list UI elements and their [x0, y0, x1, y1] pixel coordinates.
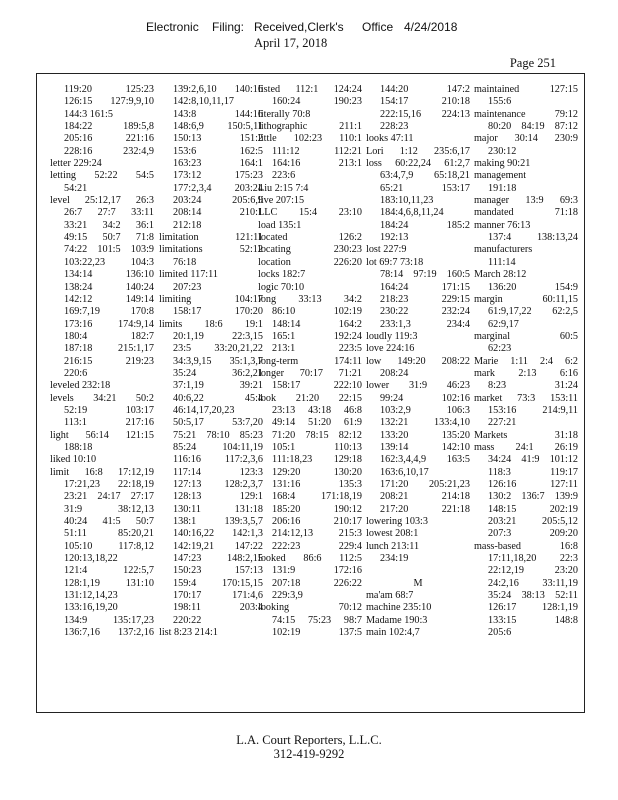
- index-line: list 8:23 214:1: [159, 627, 218, 639]
- index-line: 35:24 36:2,21: [173, 367, 263, 379]
- index-line: 74:15 75:23 98:7: [272, 614, 362, 626]
- footer-company: L.A. Court Reporters, L.L.C.: [236, 733, 382, 747]
- index-line: 198:11 203:4: [173, 602, 263, 614]
- index-line: 51:11 85:20,21: [64, 528, 154, 540]
- index-line: 105:10 117:8,12: [64, 540, 154, 552]
- index-line: 136:20 154:9: [488, 281, 578, 293]
- index-line: 52:19 103:17: [64, 404, 154, 416]
- index-line: limitations 52:12: [159, 244, 263, 256]
- index-line: 222:23 229:4: [272, 540, 362, 552]
- index-line: 184:24 185:2: [380, 219, 470, 231]
- index-line: 164:16 213:1: [272, 158, 362, 170]
- index-line: 173:16 174:9,14: [64, 318, 154, 330]
- index-column-4: [366, 84, 470, 639]
- index-line: 177:2,3,4 203:24: [173, 182, 263, 194]
- index-line: 61:9,17,22 62:2,5: [488, 306, 578, 318]
- index-line: 155:6: [488, 96, 512, 108]
- index-line: 170:17 171:4,6: [173, 590, 263, 602]
- index-line: 163:6,10,17: [380, 466, 429, 478]
- index-line: 62:9,17: [488, 318, 519, 330]
- index-line: 26:7 27:7 33:11: [64, 207, 154, 219]
- index-line: letting 52:22 54:5: [50, 170, 154, 182]
- index-line: 40:6,22 45:4: [173, 392, 263, 404]
- index-line: 78:14 97:19 160:5: [380, 269, 470, 281]
- index-line: liked 10:10: [50, 454, 97, 466]
- index-line: locating 230:23: [258, 244, 362, 256]
- index-line: 33:21 34:2 36:1: [64, 219, 154, 231]
- index-line: 37:1,19 39:21: [173, 380, 263, 392]
- index-line: located 126:2: [258, 232, 362, 244]
- index-line: 126:17 128:1,19: [488, 602, 578, 614]
- header-electronic: Electronic: [146, 20, 199, 34]
- index-line: 208:21 214:18: [380, 491, 470, 503]
- index-line: 144:20 147:2: [380, 84, 470, 95]
- index-line: 113:1 217:16: [64, 417, 154, 429]
- index-line: 121:4 122:5,7: [64, 565, 154, 577]
- index-line: 17:21,23 22:18,19: [64, 479, 154, 490]
- index-line: marginal 60:5: [474, 330, 578, 342]
- index-line: 206:16 210:17: [272, 516, 362, 528]
- index-line: 20:1,19 22:3,15: [173, 330, 263, 342]
- index-line: 119:20 125:23: [64, 84, 154, 95]
- index-line: 148:6,9 150:5,11: [173, 121, 263, 133]
- index-line: Markets 31:18: [474, 429, 578, 441]
- index-line: 85:24 104:11,19: [173, 441, 263, 453]
- index-line: locks 182:7: [258, 269, 306, 281]
- index-line: 184:4,6,8,11,24: [380, 207, 444, 219]
- index-line: 126:15 127:9,9,10: [64, 96, 154, 108]
- index-line: 102:19 137:5: [272, 627, 362, 639]
- section-letter: M: [413, 577, 423, 589]
- index-line: 216:15 219:23: [64, 355, 154, 367]
- index-line: 142:12 149:14: [64, 293, 154, 305]
- index-line: 31:9 38:12,13: [64, 503, 154, 515]
- index-line: 188:18: [64, 441, 93, 453]
- index-line: 134:9 135:17,23: [64, 614, 154, 626]
- index-line: 144:3 161:5: [64, 108, 113, 120]
- index-line: 171:20 205:21,23: [380, 479, 470, 490]
- index-line: 230:22 232:24: [380, 306, 470, 318]
- index-line: 71:20 78:15 82:12: [272, 429, 362, 441]
- index-line: 213:1 223:5: [272, 343, 362, 355]
- page-number: Page 251: [509, 56, 556, 70]
- index-line: 223:6: [272, 170, 296, 182]
- index-line: 234:19: [380, 553, 409, 565]
- index-line: 34:3,9,15 35:1,3,7: [173, 355, 263, 367]
- index-line: low 149:20 208:22: [366, 355, 470, 367]
- index-line: 228:23: [380, 121, 409, 133]
- index-line: 133:20 135:20: [380, 429, 470, 441]
- index-line: mandated 71:18: [474, 207, 578, 219]
- index-line: 227:21: [488, 417, 517, 429]
- index-line: listed 112:1 124:24: [258, 84, 362, 95]
- index-line: 86:10 102:19: [272, 306, 362, 318]
- index-line: 133:15 148:8: [488, 614, 578, 626]
- index-line: 133:16,19,20: [64, 602, 118, 614]
- index-line: 148:15 202:19: [488, 503, 578, 515]
- index-line: looking 70:12: [258, 602, 362, 614]
- index-line: 75:21 78:10 85:23: [173, 429, 263, 441]
- index-line: lost 227:9: [366, 244, 407, 256]
- index-line: 105:1 110:13: [272, 441, 362, 453]
- header-filed-date: 4/24/2018: [404, 20, 458, 34]
- index-line: 137:4 138:13,24: [488, 232, 578, 244]
- index-line: 184:22 189:5,8: [64, 121, 154, 133]
- index-line: 50:5,17 53:7,20: [173, 417, 263, 429]
- index-line: 23:13 43:18 46:8: [272, 404, 362, 416]
- index-line: 203:24 205:6,9: [173, 195, 263, 207]
- index-line: 103:22,23 104:3: [64, 256, 154, 268]
- index-line: looks 47:11: [366, 133, 414, 145]
- index-line: 148:14 164:2: [272, 318, 362, 330]
- index-line: 207:18 226:22: [272, 577, 362, 589]
- index-line: manner 76:13: [474, 219, 531, 231]
- index-line: 138:24 140:24: [64, 281, 154, 293]
- index-line: 163:23 164:1: [173, 158, 263, 170]
- index-line: 111:18,23 129:18: [272, 454, 362, 466]
- index-line: 99:24 102:16: [380, 392, 470, 404]
- index-line: 220:6: [64, 367, 88, 379]
- index-line: machine 235:10: [366, 602, 432, 614]
- index-line: 150:13 151:2: [173, 133, 263, 145]
- index-line: limits 18:6 19:1: [159, 318, 263, 330]
- index-line: lower 31:9 46:23: [366, 380, 470, 392]
- index-line: loss 60:22,24 61:2,7: [366, 158, 470, 170]
- index-line: lowering 103:3: [366, 516, 428, 528]
- index-line: 134:14 136:10: [64, 269, 154, 281]
- index-line: mass 24:1 26:19: [474, 441, 578, 453]
- index-line: 153:6 162:5: [173, 145, 263, 157]
- index-line: 131:16 135:3: [272, 479, 362, 490]
- index-line: 228:16 232:4,9: [64, 145, 154, 157]
- index-line: 142:8,10,11,17: [173, 96, 235, 108]
- index-line: 220:22: [173, 614, 202, 626]
- index-line: look 21:20 22:15: [258, 392, 362, 404]
- index-line: Liu 2:15 7:4: [258, 182, 309, 194]
- index-line: 132:21 133:4,10: [380, 417, 470, 429]
- index-line: 139:2,6,10 140:16: [173, 84, 263, 95]
- index-line: long 33:13 34:2: [258, 293, 362, 305]
- index-line: letter 229:24: [50, 158, 102, 170]
- index-line: 165:1 192:24: [272, 330, 362, 342]
- index-line: level 25:12,17 26:3: [50, 195, 154, 207]
- header-office: Office: [362, 20, 394, 34]
- index-line: 229:3,9: [272, 590, 303, 602]
- index-line: 158:17 170:20: [173, 306, 263, 318]
- index-line: limiting 104:17: [159, 293, 263, 305]
- index-line: limit 16:8 17:12,19: [50, 466, 154, 478]
- index-line: 111:14: [488, 256, 516, 268]
- index-line: leveled 232:18: [50, 380, 111, 392]
- index-line: 128:13 129:1: [173, 491, 263, 503]
- index-line: 214:12,13 215:3: [272, 528, 362, 540]
- footer-phone: 312-419-9292: [273, 747, 345, 761]
- index-line: lunch 213:11: [366, 540, 420, 552]
- index-line: Marie 1:11 2:4 6:2: [474, 355, 578, 367]
- index-line: 205:16 221:16: [64, 133, 154, 145]
- index-line: 160:24 190:23: [272, 96, 362, 108]
- index-line: 168:4 171:18,19: [272, 491, 362, 503]
- index-line: literally 70:8: [258, 108, 311, 120]
- index-line: 24:2,16 33:11,19: [488, 577, 578, 589]
- index-line: 203:21 205:5,12: [488, 516, 578, 528]
- index-line: 131:12,14,23: [64, 590, 118, 602]
- index-line: load 135:1: [258, 219, 302, 231]
- index-line: 8:23 31:24: [488, 380, 578, 392]
- index-line: 103:2,9 106:3: [380, 404, 470, 416]
- index-line: March 28:12: [474, 269, 527, 281]
- index-line: lot 69:7 73:18: [366, 256, 424, 268]
- index-line: mass-based 16:8: [474, 540, 578, 552]
- index-line: 62:23: [488, 343, 512, 355]
- index-line: market 73:3 153:11: [474, 392, 578, 404]
- index-line: 162:3,4,4,9 163:5: [380, 454, 470, 466]
- index-line: live 207:15: [258, 195, 305, 207]
- index-line: 22:12,19 23:20: [488, 565, 578, 577]
- index-line: 117:14 123:3: [173, 466, 263, 478]
- index-line: margin 60:11,15: [474, 293, 578, 305]
- index-line: 126:16 127:11: [488, 479, 578, 490]
- index-line: loudly 119:3: [366, 330, 418, 342]
- index-line: light 56:14 121:15: [50, 429, 154, 441]
- index-line: manager 13:9 69:3: [474, 195, 578, 207]
- index-line: looked 86:6 112:5: [258, 553, 362, 565]
- index-line: maintained 127:15: [474, 84, 578, 95]
- index-line: main 102:4,7: [366, 627, 420, 639]
- index-line: logic 70:10: [258, 281, 305, 293]
- index-line: 180:4 182:7: [64, 330, 154, 342]
- index-line: 183:10,11,23: [380, 195, 434, 207]
- index-line: 116:16 117:2,3,6: [173, 454, 263, 466]
- index-line: 54:21: [64, 182, 88, 194]
- index-line: 17:11,18,20 22:3: [488, 553, 578, 565]
- index-line: 49:14 51:20 61:9: [272, 417, 362, 429]
- index-line: 150:23 157:13: [173, 565, 263, 577]
- index-line: 169:7,19 170:8: [64, 306, 154, 318]
- index-line: longer 70:17 71:21: [258, 367, 362, 379]
- index-line: 140:16,22 142:1,3: [173, 528, 263, 540]
- index-line: 63:4,7,9 65:18,21: [380, 170, 470, 182]
- index-line: 65:21 153:17: [380, 182, 470, 194]
- index-line: 130:11 131:18: [173, 503, 263, 515]
- index-line: management: [474, 170, 527, 182]
- index-line: 192:13: [380, 232, 409, 244]
- index-line: 118:3 119:17: [488, 466, 578, 478]
- index-line: 139:14 142:10: [380, 441, 470, 453]
- index-line: LLC 15:4 23:10: [258, 207, 362, 219]
- index-line: 23:5 33:20,21,22: [173, 343, 263, 355]
- index-line: 173:12 175:23: [173, 170, 263, 182]
- index-line: 80:20 84:19 87:12: [488, 121, 578, 133]
- index-line: 217:20 221:18: [380, 503, 470, 515]
- index-line: [366, 565, 470, 577]
- index-line: 207:23: [173, 281, 202, 293]
- index-line: 120:13,18,22: [64, 553, 118, 565]
- index-line: lowest 208:1: [366, 528, 419, 540]
- index-line: 153:16 214:9,11: [488, 404, 578, 416]
- index-line: 129:20 130:20: [272, 466, 362, 478]
- index-line: limitation 121:11: [159, 232, 263, 244]
- index-line: 205:6: [488, 627, 512, 639]
- index-column-3: [258, 84, 362, 639]
- index-line: 222:15,16 224:13: [380, 108, 470, 120]
- index-line: maintenance 79:12: [474, 108, 578, 120]
- index-line: 185:20 190:12: [272, 503, 362, 515]
- header-filing: Filing:: [212, 20, 245, 34]
- index-line: Lori 1:12 235:6,17: [366, 145, 470, 157]
- index-column-2: [159, 84, 263, 639]
- index-line: 34:24 41:9 101:12: [488, 454, 578, 466]
- index-line: 74:22 101:5 103:9: [64, 244, 154, 256]
- index-line: 35:24 38:13 52:11: [488, 590, 578, 602]
- index-line: 187:18 215:1,17: [64, 343, 154, 355]
- index-line: little 102:23 110:1: [258, 133, 362, 145]
- index-line: ma'am 68:7: [366, 590, 414, 602]
- index-line: 128:1,19 131:10: [64, 577, 154, 589]
- index-line: 23:21 24:17 27:17: [64, 491, 154, 503]
- index-line: 212:18: [173, 219, 202, 231]
- index-line: lithographic 211:1: [258, 121, 362, 133]
- index-line: Madame 190:3: [366, 614, 428, 626]
- index-line: 40:24 41:5 50:7: [64, 516, 154, 528]
- hearing-date: April 17, 2018: [254, 36, 328, 50]
- index-line: love 224:16: [366, 343, 415, 355]
- index-line: 159:4 170:15,15: [173, 577, 263, 589]
- index-line: 127:13 128:2,3,7: [173, 479, 263, 490]
- index-line: manufacturers: [474, 244, 533, 256]
- index-line: location 226:20: [258, 256, 362, 268]
- index-line: 154:17 210:18: [380, 96, 470, 108]
- index-line: 131:9 172:16: [272, 565, 362, 577]
- index-line: 138:1 139:3,5,7: [173, 516, 263, 528]
- index-column-1: [50, 84, 154, 639]
- index-line: 130:2 136:7 139:9: [488, 491, 578, 503]
- index-line: levels 34:21 50:2: [50, 392, 154, 404]
- index-line: 158:17 222:10: [272, 380, 362, 392]
- index-line: 142:19,21 147:22: [173, 540, 263, 552]
- index-line: 164:24 171:15: [380, 281, 470, 293]
- index-line: 49:15 50:7 71:8: [64, 232, 154, 244]
- index-line: 208:24: [380, 367, 409, 379]
- index-line: 111:12 112:21: [272, 145, 362, 157]
- index-line: 233:1,3 234:4: [380, 318, 470, 330]
- index-line: 76:18: [173, 256, 197, 268]
- index-line: major 30:14 230:9: [474, 133, 578, 145]
- index-line: long-term 174:11: [258, 355, 362, 367]
- index-line: limited 117:11: [159, 269, 218, 281]
- index-column-5: [474, 84, 578, 639]
- index-line: 230:12: [488, 145, 517, 157]
- index-line: 46:14,17,20,23: [173, 404, 235, 416]
- header-received: Received,Clerk's: [254, 20, 344, 34]
- index-line: 191:18: [488, 182, 517, 194]
- index-line: making 90:21: [474, 158, 531, 170]
- index-line: mark 2:13 6:16: [474, 367, 578, 379]
- index-line: 143:8 144:16: [173, 108, 263, 120]
- index-line: 207:3 209:20: [488, 528, 578, 540]
- index-line: 208:14 210:1: [173, 207, 263, 219]
- index-line: 136:7,16 137:2,16: [64, 627, 154, 639]
- index-line: 147:23 148:2,15: [173, 553, 263, 565]
- index-line: 218:23 229:15: [380, 293, 470, 305]
